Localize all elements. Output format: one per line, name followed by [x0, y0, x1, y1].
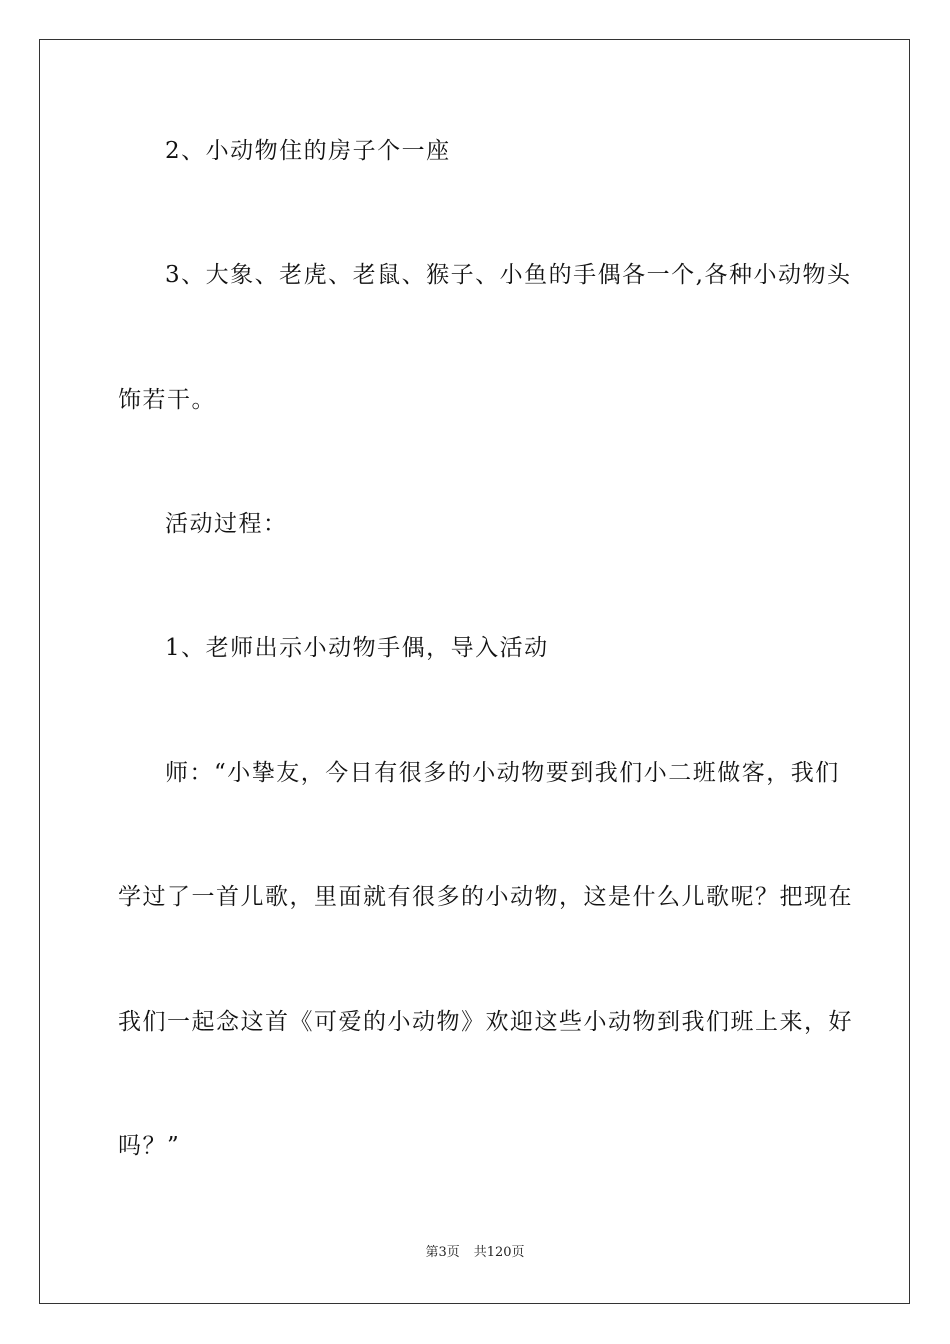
text-line-9: 吗？” — [118, 1133, 181, 1159]
page-number: 第3页 — [425, 1245, 460, 1260]
text-line-1: 2、小动物住的房子个一座 — [165, 138, 451, 164]
text-line-4: 活动过程： — [165, 511, 288, 537]
text-line-6: 师：“小挚友，今日有很多的小动物要到我们小二班做客，我们 — [165, 760, 840, 786]
page-footer — [0, 1244, 950, 1262]
page-border — [39, 39, 910, 1304]
text-line-2: 3、大象、老虎、老鼠、猴子、小鱼的手偶各一个,各种小动物头 — [165, 262, 852, 288]
text-line-7: 学过了一首儿歌，里面就有很多的小动物，这是什么儿歌呢？把现在 — [118, 884, 853, 910]
text-line-3: 饰若干。 — [118, 387, 216, 413]
text-line-5: 1、老师出示小动物手偶，导入活动 — [165, 635, 549, 661]
text-line-8: 我们一起念这首《可爱的小动物》欢迎这些小动物到我们班上来，好 — [118, 1009, 853, 1035]
page-total: 共120页 — [473, 1245, 525, 1260]
